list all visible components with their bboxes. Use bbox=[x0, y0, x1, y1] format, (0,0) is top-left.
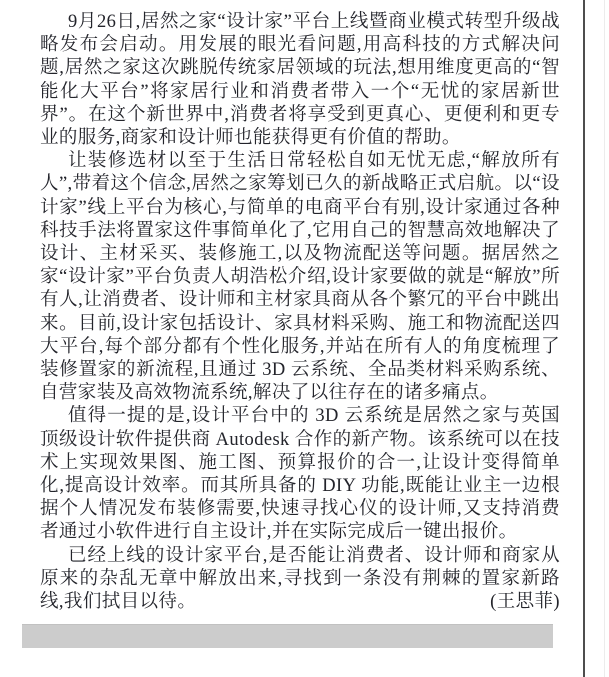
paragraph-4 bbox=[40, 545, 560, 615]
article-text-block bbox=[40, 11, 560, 614]
paragraph-1: 9月26日,居然之家“设计家”平台上线暨商业模式转型升级战略发布会启动。用发展的眼光看问题,用高科技的方式解决问题,居然之家这次跳脱传统家居领域的玩法,想用维度更高的“智能化大平台”将家居行业和消费者带入一个“无忧的家居新世界”。在这个新世界中,消费者将享受到更真心、更便利和更专业的服务,商家和设计师也能获得更有价值的帮助。 bbox=[40, 12, 560, 149]
scan-edge-line bbox=[604, 0, 605, 677]
paragraph-3: 值得一提的是,设计平台中的 3D 云系统是居然之家与英国顶级设计软件提供商 Autodesk 合作的新产物。该系统可以在技术上实现效果图、施工图、预算报价的合一,让设计变得简单化,提高设计效率。而其所具备的 DIY 功能,既能让业主一边根据个人情况发布装修需要,快速寻找心仪的设计师,又支持消费者通过小软件进行自主设计,并在实际完成后一键出报价。 bbox=[40, 406, 560, 543]
paragraph-4-text: 已经上线的设计家平台,是否能让消费者、设计师和商家从原来的杂乱无章中解放出来,寻找到一条没有荆棘的置家新路线,我们拭目以待。 bbox=[40, 545, 560, 613]
paragraph-2: 让装修选材以至于生活日常轻松自如无忧无虑,“解放所有人”,带着这个信念,居然之家筹划已久的新战略正式启航。以“设计家”线上平台为核心,与简单的电商平台有别,设计家通过各种科技手法将置家这件事简单化了,它用自己的智慧高效地解决了设计、主材采买、装修施工,以及物流配送等问题。据居然之家“设计家”平台负责人胡浩松介绍,设计家要做的就是“解放”所有人,让消费者、设计师和主材家具商从各个繁冗的平台中跳出来。目前,设计家包括设计、家具材料采购、施工和物流配送四大平台,每个部分都有个性化服务,并站在所有人的角度梳理了装修置家的新流程,且通过 3D 云系统、全品类材料采购系统、自营家装及高效物流系统,解决了以往存在的诸多痛点。 bbox=[40, 151, 560, 404]
bottom-gray-bar bbox=[22, 624, 553, 648]
author-byline: (王思菲) bbox=[490, 592, 560, 613]
page-edge-rule bbox=[583, 0, 585, 677]
